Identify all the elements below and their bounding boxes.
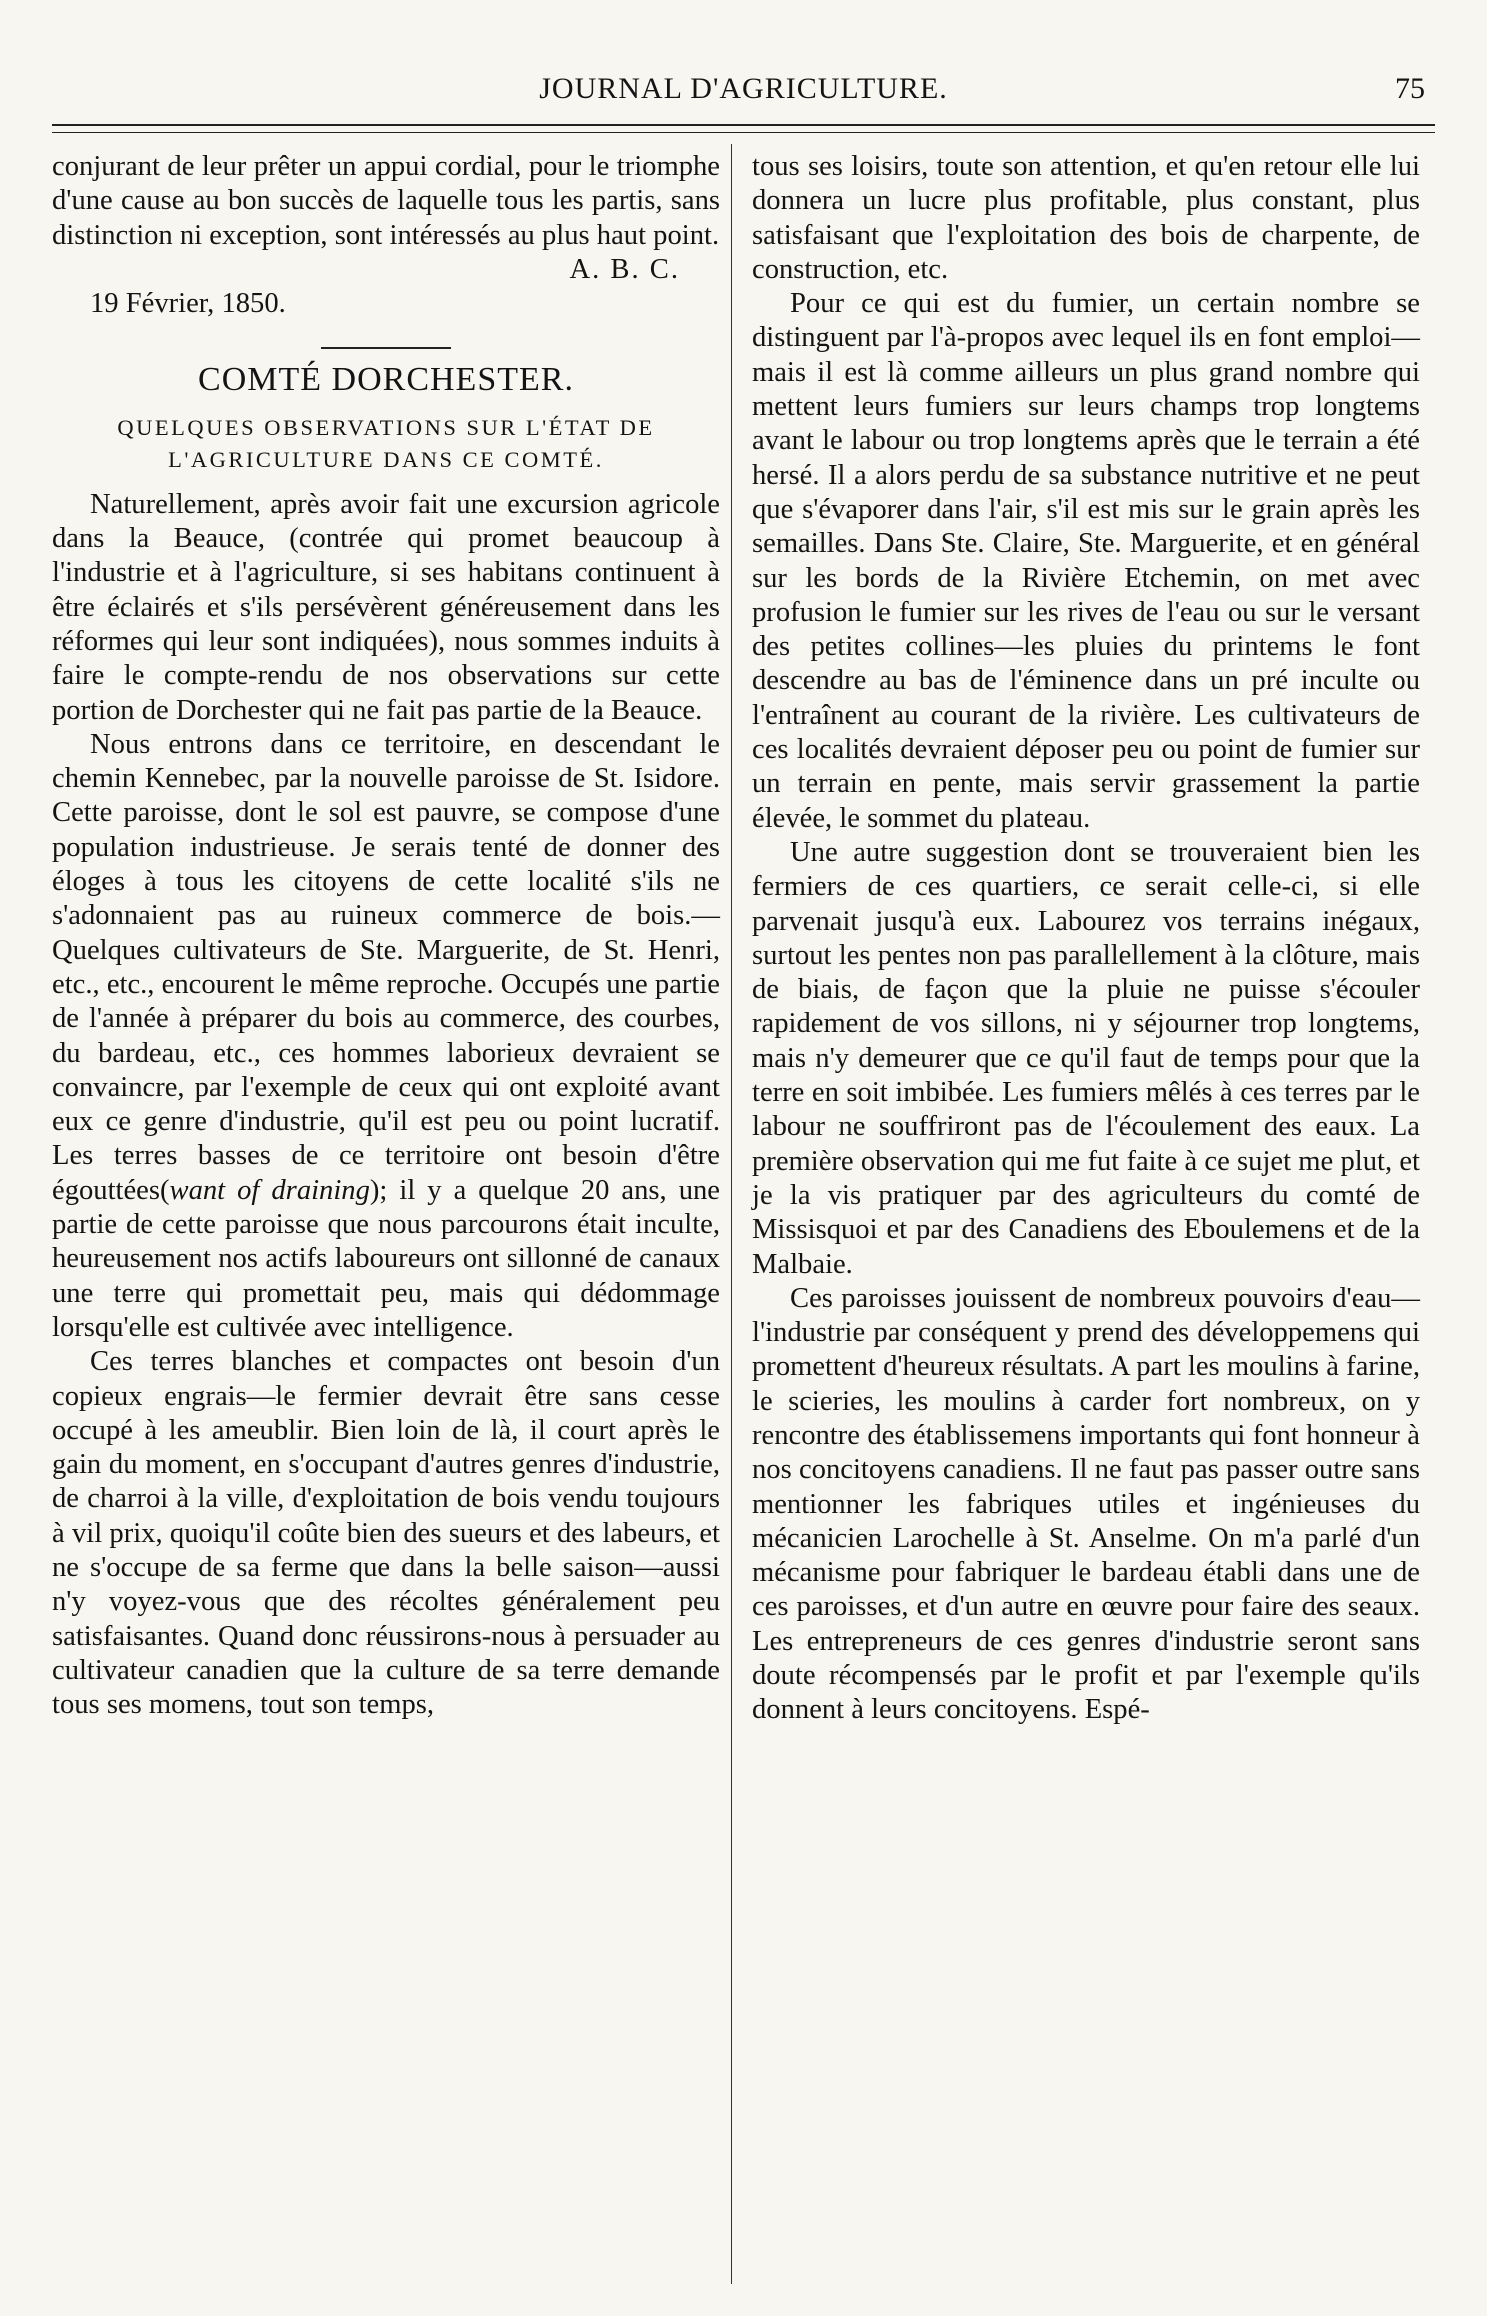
right-paragraph-2: Pour ce qui est du fumier, un certain nombre se distinguent par l'à-propos avec lequel ils en font emploi—mais il est là comme ailleurs un plus grand nombre qui mettent leurs fumiers sur leurs champs trop longtems avant le labour ou trop longtems après que le terrain a été hersé. Il a alors perdu de sa substance nutritive et ne peut que s'évaporer dans l'air, s'il est mis sur le grain après les semailles. Dans Ste. Claire, Ste. Marguerite, et en général sur les bords de la Rivière Etchemin, on met avec profusion le fumier sur les rives de l'eau ou sur le versant des petites collines—les pluies du printems le font descendre au bas de l'éminence dans un pré inculte ou l'entraînent au courant de la rivière. Les cultivateurs de ces localités devraient déposer peu ou point de fumier sur un terrain en pente, mais servir grassement la partie élevée, le sommet du plateau. <box>752 288 1420 834</box>
subtitle-line-2: L'AGRICULTURE DANS CE COMTÉ. <box>168 446 604 472</box>
article-paragraph-3: Ces terres blanches et compactes ont besoin d'un copieux engrais—le fermier devrait être sans cesse occupé à les ameublir. Bien loin de là, il court après le gain du moment, en s'occupant d'autres genres d'industrie, de charroi à la ville, d'exploitation de bois vendu toujours à vil prix, quoiqu'il coûte bien des sueurs et des labeurs, et ne s'occupe de sa ferme que dans la belle saison—aussi n'y voyez-vous que des récoltes généralement peu satisfaisantes. Quand donc réussirons-nous à persuader au cultivateur canadien que la culture de sa terre demande tous ses momens, tout son temps, <box>52 1346 720 1721</box>
continued-paragraph: conjurant de leur prêter un appui cordial, pour le triomphe d'une cause au bon succès de laquelle tous les partis, sans distinction ni exception, sont intéressés au plus haut point. <box>52 151 720 251</box>
section-title: COMTÉ DORCHESTER. <box>198 361 574 399</box>
article-date: 19 Février, 1850. <box>90 288 286 320</box>
right-paragraph-1: tous ses loisirs, toute son attention, et qu'en retour elle lui donnera un lucre plus profitable, plus constant, plus satisfaisant que l'exploitation des bois de charpente, de construction, etc. <box>752 151 1420 285</box>
subtitle-line-1: QUELQUES OBSERVATIONS SUR L'ÉTAT DE <box>117 414 655 440</box>
journal-title: JOURNAL D'AGRICULTURE. <box>539 72 948 105</box>
right-column <box>752 150 1420 1728</box>
page-number: 75 <box>1395 72 1425 105</box>
paragraph-2-part-b: ; il y a quelque 20 ans, une partie de cette paroisse que nous parcourons était inculte, heureusement nos actifs laboureurs ont sillonné de canaux une terre qui promettait peu, mais qui dédommage lorsqu'elle est cultivée avec intelligence. <box>52 1174 720 1343</box>
left-column <box>52 150 720 1722</box>
section-separator <box>321 347 451 349</box>
right-paragraph-3: Une autre suggestion dont se trouveraient bien les fermiers de ces quartiers, ce serait celle-ci, si elle parvenait jusqu'à eux. Labourez vos terrains inégaux, surtout les pentes non pas parallellement à la clôture, mais de biais, de façon que la pluie ne puisse s'écouler rapidement de vos sillons, ni y séjourner trop longtems, mais n'y demeurer que ce qu'il faut de temps pour que la terre en soit imbibée. Les fumiers mêlés à ces terres par le labour ne souffriront pas de l'écoulement des eaux. La première observation qui me fut faite à ce sujet me plut, et je la vis pratiquer par des agriculteurs du comté de Missisquoi et par des Canadiens des Eboulemens et de la Malbaie. <box>752 836 1420 1280</box>
header-double-rule <box>52 124 1435 133</box>
article-paragraph-1: Naturellement, après avoir fait une excursion agricole dans la Beauce, (contrée qui promet beaucoup à l'industrie et à l'agriculture, si ses habitans continuent à être éclairés et s'ils persévèrent généreusement dans les réformes qui leur sont indiquées), nous sommes induits à faire le compte-rendu de nos observations sur cette portion de Dorchester qui ne fait pas partie de la Beauce. <box>52 488 720 726</box>
signature: A. B. C. <box>569 253 680 285</box>
english-phrase: want of draining <box>169 1174 370 1206</box>
right-paragraph-4: Ces paroisses jouissent de nombreux pouvoirs d'eau—l'industrie par conséquent y prend des développemens qui promettent d'heureux résultats. A part les moulins à farine, le scieries, les moulins à carder fort nombreux, on y rencontre des établissemens importants qui font honneur à nos concitoyens canadiens. Il ne faut pas passer outre sans mentionner les fabriques utiles et ingénieuses du mécanicien Larochelle à St. Anselme. On m'a parlé d'un mécanisme pour fabriquer le bardeau établi dans une de ces paroisses, et d'un autre en œuvre pour faire des seaux. Les entrepreneurs de ces genres d'industrie seront sans doute récompensés par le profit et par l'exemple qu'ils donnent à leurs concitoyens. Espé- <box>752 1282 1420 1726</box>
column-divider <box>731 144 732 2284</box>
article-paragraph-2: Nous entrons dans ce territoire, en descendant le chemin Kennebec, par la nouvelle paroisse de St. Isidore. Cette paroisse, dont le sol est pauvre, se compose d'une population industrieuse. Je serais tenté de donner des éloges à tous les citoyens de cette localité s'ils ne s'adonnaient pas au ruineux commerce de bois.—Quelques cultivateurs de Ste. Marguerite, de St. Henri, etc., etc., encourent le même reproche. Occupés une partie de l'année à préparer du bois au commerce, des courbes, du bardeau, etc., ces hommes laborieux devraient se convaincre, par l'exemple de ceux qui ont exploité avant eux ce genre d'industrie, qu'il est peu ou point lucratif. Les terres basses de ce territoire ont besoin d'être égouttées(want of draining); il y a quelque 20 ans, une partie de cette paroisse que nous parcourons était inculte, heureusement nos actifs laboureurs ont sillonné de canaux une terre qui promettait peu, mais qui dédommage lorsqu'elle est cultivée avec intelligence. <box>52 728 720 1343</box>
page-header <box>48 62 1439 116</box>
paragraph-2-part-a: Nous entrons dans ce territoire, en descendant le chemin Kennebec, par la nouvelle paroisse de St. Isidore. Cette paroisse, dont le sol est pauvre, se compose d'une population industrieuse. Je serais tenté de donner des éloges à tous les citoyens de cette localité s'ils ne s'adonnaient pas au ruineux commerce de bois.—Quelques cultivateurs de Ste. Marguerite, de St. Henri, etc., etc., encourent le même reproche. Occupés une partie de l'année à préparer du bois au commerce, des courbes, du bardeau, etc., ces hommes laborieux devraient se convaincre, par l'exemple de ceux qui ont exploité avant eux ce genre d'industrie, qu'il est peu ou point lucratif. Les terres basses de ce territoire ont besoin d'être égouttées <box>52 728 720 1206</box>
section-subtitle <box>52 412 720 476</box>
